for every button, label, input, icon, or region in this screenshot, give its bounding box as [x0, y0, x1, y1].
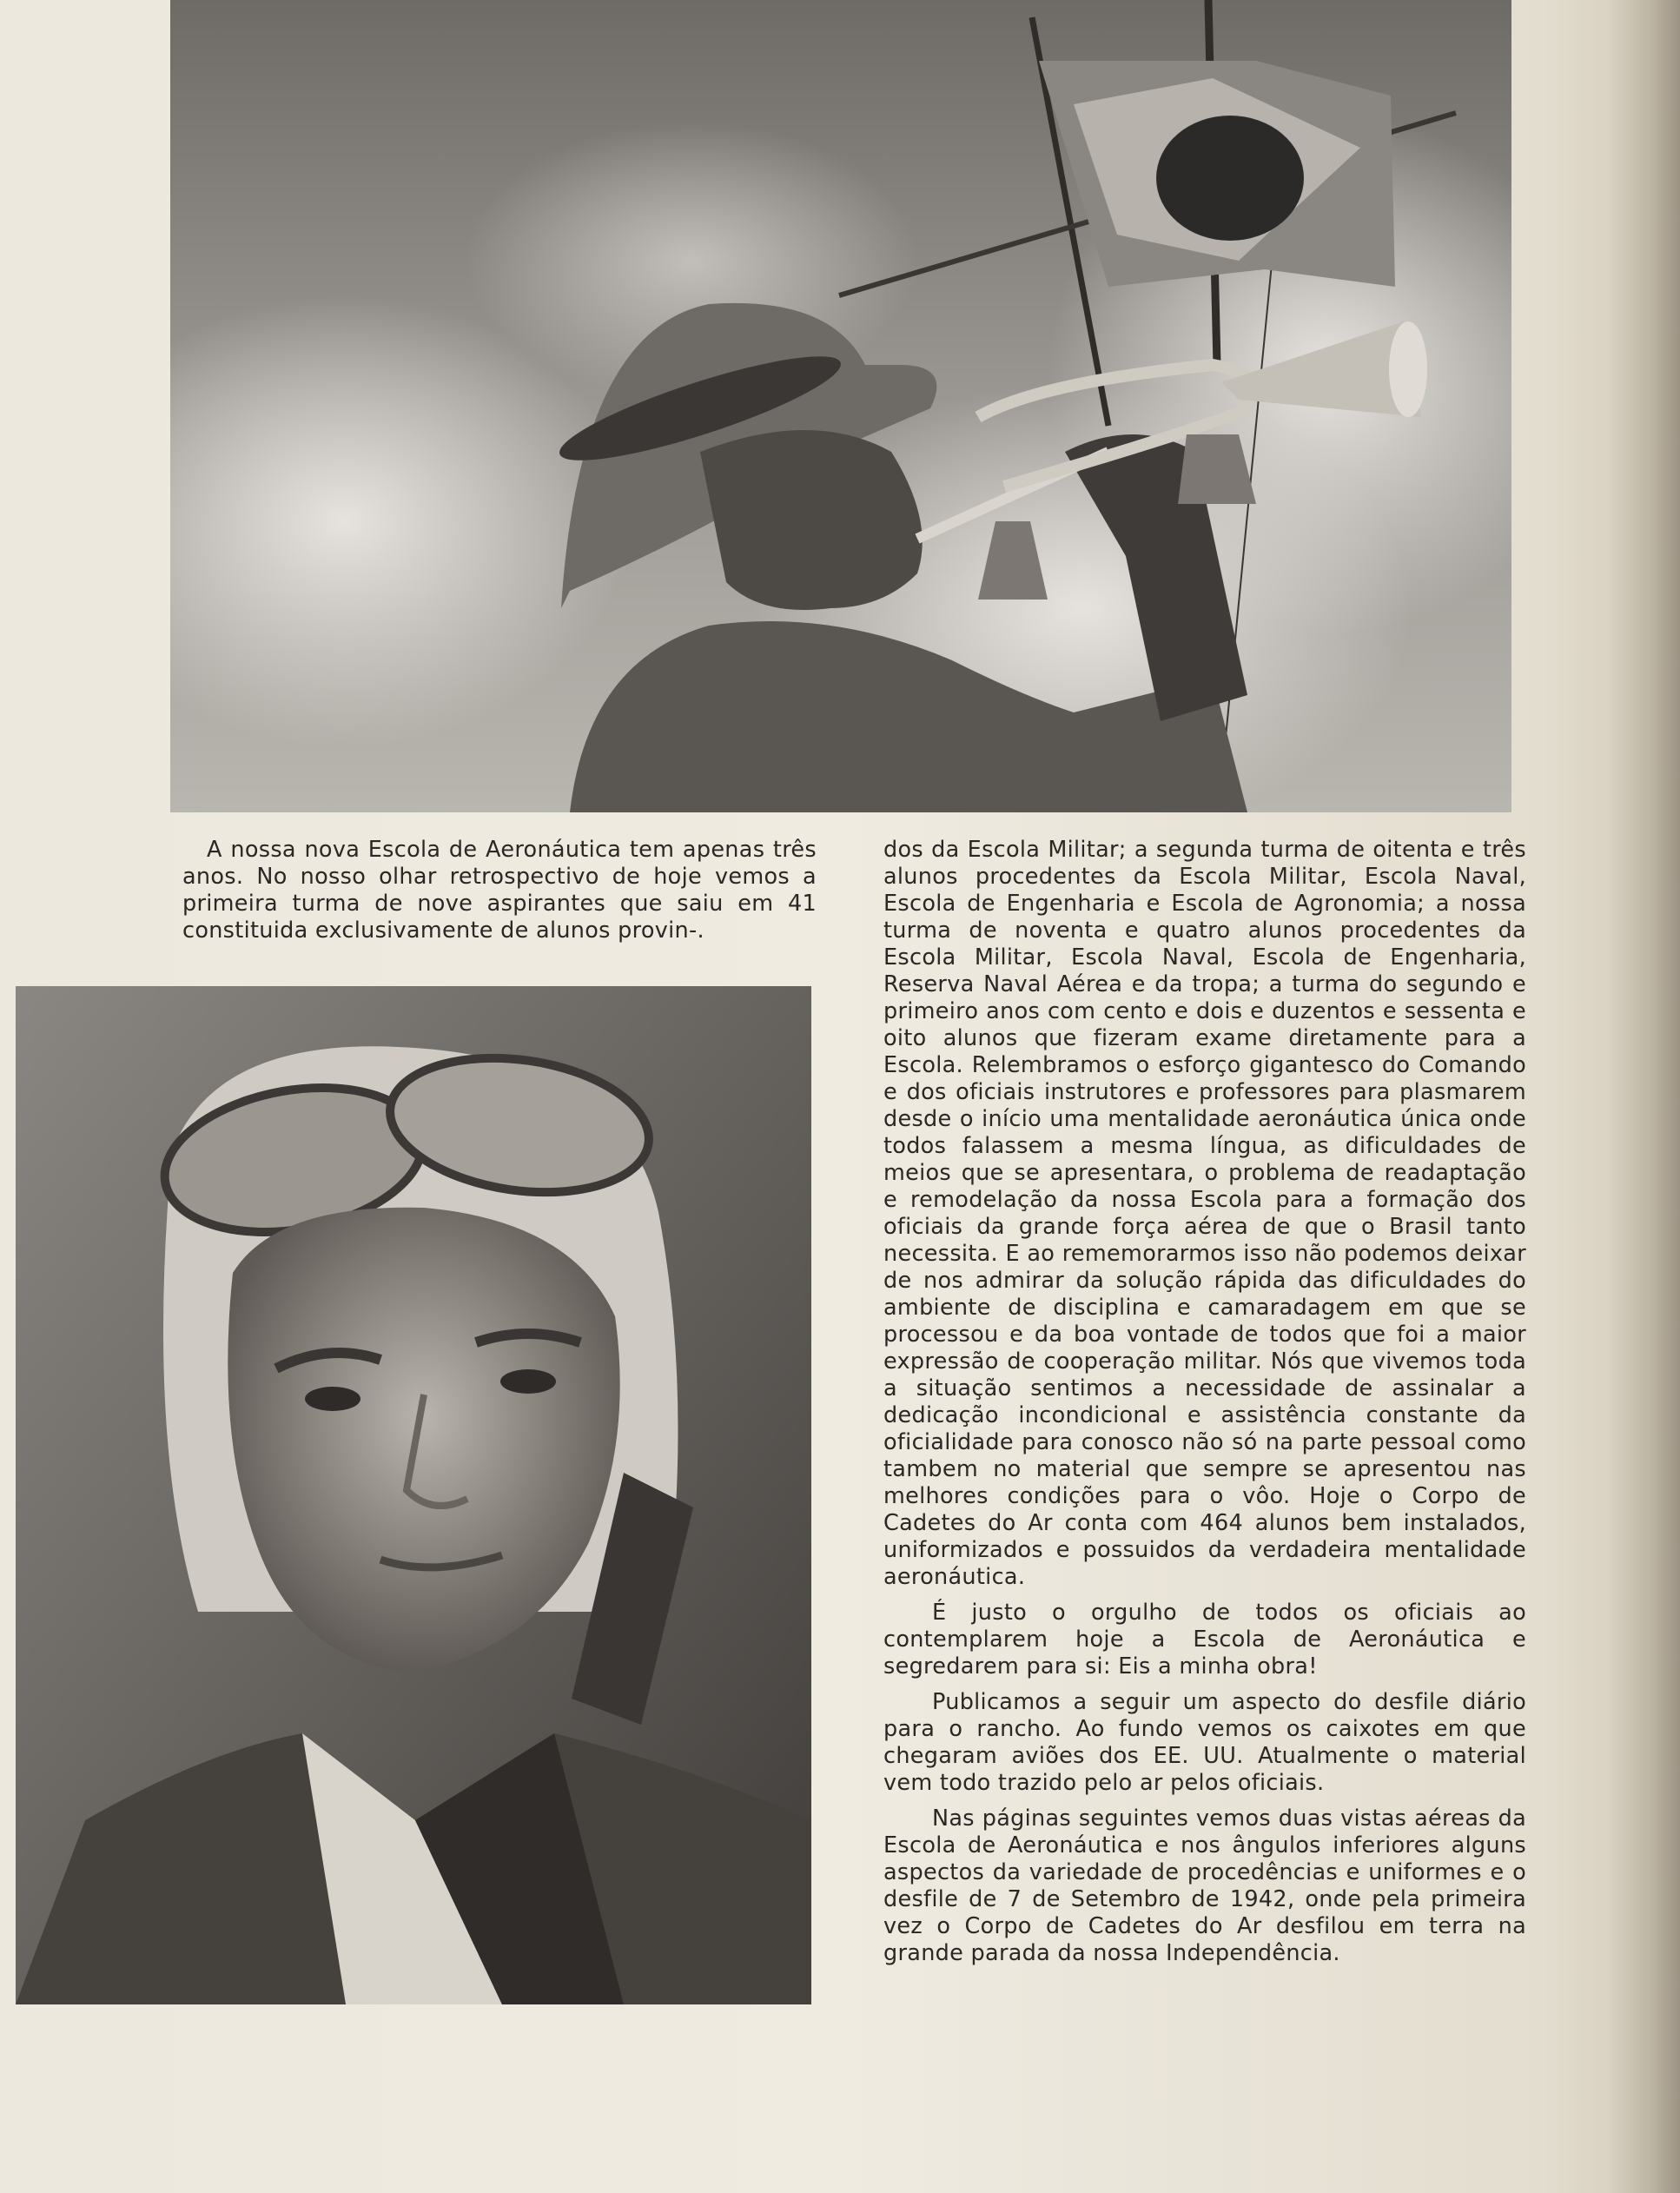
article-body: [883, 837, 1526, 1976]
photo-caption: A nossa nova Escola de Aeronáutica tem apenas três anos. No nosso olhar retrospectivo de hoje vemos a primeira turma de nove aspirantes que saiu em 41 constituida exclusivamente de alunos provin-.: [182, 837, 817, 944]
pilot-illustration: [16, 986, 811, 2004]
pilot-photo: [16, 986, 811, 2004]
article-paragraph: Nas páginas seguintes vemos duas vistas aéreas da Escola de Aeronáutica e nos ângulos inferiores alguns aspectos da variedade de procedências e uniformes e o desfile de 7 de Setembro de 1942, onde pela primeira vez o Corpo de Cadetes do Ar desfilou em terra na grande parada da nossa Independência.: [883, 1805, 1526, 1966]
bugler-photo: [170, 0, 1511, 812]
bugler-illustration: [170, 0, 1511, 812]
article-paragraph: dos da Escola Militar; a segunda turma de oitenta e três alunos procedentes da Escola Militar, Escola Naval, Escola de Engenharia e Escola de Agronomia; a nossa turma de noventa e quatro alunos procedentes da Escola Militar, Escola Naval, Escola de Engenharia, Reserva Naval Aérea e da tropa; a turma do segundo e primeiro anos com cento e dois e duzentos e sessenta e oito alunos que fizeram exame diretamente para a Escola. Relembramos o esforço gigantesco do Comando e dos oficiais instrutores e professores para plasmarem desde o início uma mentalidade aeronáutica única onde todos falassem a mesma língua, as dificuldades de meios que se apresentara, o problema de readaptação e remodelação da nossa Escola para a formação dos oficiais da grande força aérea de que o Brasil tanto necessita. E ao rememorarmos isso não podemos deixar de nos admirar da solução rápida das dificuldades do ambiente de disciplina e camaradagem em que se processou e da boa vontade de todos que foi a maior expressão de cooperação militar. Nós que vivemos toda a situação sentimos a necessidade de assinalar a dedicação incondicional e assistência constante da oficialidade para conosco não só na parte pessoal como tambem no material que sempre se apresentou nas melhores condições para o vôo. Hoje o Corpo de Cadetes do Ar conta com 464 alunos bem instalados, uniformizados e possuidos da verdadeira mentalidade aeronáutica.: [883, 837, 1526, 1590]
article-paragraph: Publicamos a seguir um aspecto do desfile diário para o rancho. Ao fundo vemos os caixotes em que chegaram aviões dos EE. UU. Atualmente o material vem todo trazido pelo ar pelos oficiais.: [883, 1689, 1526, 1796]
page-fold-shadow: [1607, 0, 1680, 2193]
article-paragraph: É justo o orgulho de todos os oficiais ao contemplarem hoje a Escola de Aeronáutica e segredarem para si: Eis a minha obra!: [883, 1600, 1526, 1680]
